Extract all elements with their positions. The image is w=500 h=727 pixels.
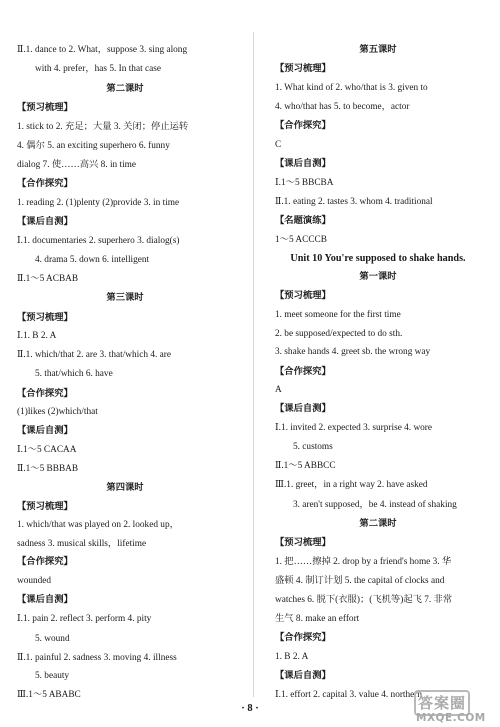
- answer-line: 生气 8. make an effort: [275, 614, 360, 624]
- answer-line: dialog 7. 使……高兴 8. in time: [17, 160, 137, 170]
- answer-line: 5. that/which 6. have: [35, 369, 113, 379]
- answer-line: Ⅰ.1. pain 2. reflect 3. perform 4. pity: [17, 614, 152, 624]
- answer-line: Ⅰ.1. documentaries 2. superhero 3. dialog(s): [17, 236, 180, 246]
- answer-line: Ⅰ.1～5 BBCBA: [275, 178, 334, 188]
- answer-line: 1. meet someone for the first time: [275, 310, 401, 320]
- answer-line: 2. be supposed/expected to do sth.: [275, 329, 403, 339]
- section-label: 【合作探究】: [17, 557, 73, 567]
- section-label: 【课后自测】: [275, 159, 331, 169]
- section-label: 【课后自测】: [17, 426, 73, 436]
- unit-heading: Unit 10 You're supposed to shake hands.: [290, 253, 466, 264]
- answer-line: 4. who/that has 5. to become，actor: [275, 102, 410, 112]
- section-label: 【合作探究】: [275, 367, 331, 377]
- answer-line: (1)likes (2)which/that: [17, 407, 98, 417]
- answer-line: A: [275, 385, 282, 395]
- answer-line: 3. aren't supposed，be 4. instead of shaking: [293, 500, 457, 510]
- answer-line: 5. customs: [293, 442, 333, 452]
- answer-line: 盛顿 4. 制订计划 5. the capital of clocks and: [275, 576, 445, 586]
- answer-line: 1～5 ACCCB: [275, 235, 327, 245]
- answer-line: 3. shake hands 4. greet sb. the wrong way: [275, 347, 431, 357]
- lesson-heading: 第一课时: [359, 272, 397, 282]
- answer-line: 1. reading 2. (1)plenty (2)provide 3. in time: [17, 198, 180, 208]
- page-number: · 8 ·: [241, 703, 259, 714]
- lesson-heading: 第二课时: [359, 519, 397, 529]
- answer-line: 1. which/that was played on 2. looked up，: [17, 520, 179, 530]
- watermark-text: 答案圈: [418, 694, 467, 712]
- lesson-heading: 第五课时: [359, 45, 397, 55]
- section-label: 【合作探究】: [275, 633, 331, 643]
- answer-line: with 4. prefer，has 5. In that case: [35, 64, 161, 74]
- section-label: 【预习梳理】: [275, 291, 331, 301]
- answer-line: Ⅱ.1～5 BBBAB: [17, 464, 79, 474]
- answer-line: Ⅱ.1. which/that 2. are 3. that/which 4. are: [17, 350, 171, 360]
- lesson-heading: 第三课时: [106, 293, 144, 303]
- section-label: 【预习梳理】: [17, 502, 73, 512]
- answer-line: C: [275, 140, 282, 150]
- column-divider: [253, 32, 254, 697]
- answer-line: 4. 偶尔 5. an exciting superhero 6. funny: [17, 141, 170, 151]
- answer-line: Ⅰ.1～5 CACAA: [17, 445, 77, 455]
- answer-line: 4. drama 5. down 6. intelligent: [35, 255, 150, 265]
- answer-line: Ⅱ.1. dance to 2. What，suppose 3. sing along: [17, 45, 188, 55]
- answer-line: 1. stick to 2. 充足；大量 3. 关闭；停止运转: [17, 122, 189, 132]
- section-label: 【预习梳理】: [17, 103, 73, 113]
- answer-line: Ⅰ.1. effort 2. capital 3. value 4. northern: [275, 690, 423, 700]
- answer-line: Ⅱ.1～5 ABBCC: [275, 461, 336, 471]
- answer-line: 1. B 2. A: [275, 652, 309, 662]
- answer-line: Ⅲ.1～5 ABABC: [17, 690, 81, 700]
- section-label: 【合作探究】: [17, 389, 73, 399]
- watermark-logo: [414, 690, 496, 724]
- section-label: 【预习梳理】: [275, 64, 331, 74]
- answer-line: 1. 把……擦掉 2. drop by a friend's home 3. 华: [275, 557, 452, 567]
- section-label: 【课后自测】: [17, 217, 73, 227]
- section-label: 【合作探究】: [17, 179, 73, 189]
- answer-line: Ⅰ.1. invited 2. expected 3. surprise 4. wore: [275, 423, 433, 433]
- section-label: 【合作探究】: [275, 121, 331, 131]
- answer-line: 5. wound: [35, 634, 70, 644]
- lesson-heading: 第四课时: [106, 483, 144, 493]
- answer-line: wounded: [17, 576, 52, 586]
- answer-line: 5. beauty: [35, 671, 70, 681]
- answer-line: 1. What kind of 2. who/that is 3. given to: [275, 83, 428, 93]
- section-label: 【名题演练】: [275, 216, 331, 226]
- answer-line: sadness 3. musical skills，lifetime: [17, 539, 147, 549]
- watermark-url: MXQE.COM: [416, 712, 486, 724]
- lesson-heading: 第二课时: [106, 84, 144, 94]
- section-label: 【预习梳理】: [275, 538, 331, 548]
- answer-line: Ⅱ.1～5 ACBAB: [17, 274, 79, 284]
- section-label: 【预习梳理】: [17, 313, 73, 323]
- section-label: 【课后自测】: [275, 671, 331, 681]
- answer-line: Ⅱ.1. eating 2. tastes 3. whom 4. traditional: [275, 197, 433, 207]
- answer-line: Ⅱ.1. painful 2. sadness 3. moving 4. illness: [17, 653, 177, 663]
- section-label: 【课后自测】: [275, 404, 331, 414]
- answer-line: watches 6. 脱下(衣服)；(飞机等)起飞 7. 非常: [275, 595, 453, 605]
- answer-line: Ⅰ.1. B 2. A: [17, 331, 57, 341]
- section-label: 【课后自测】: [17, 595, 73, 605]
- answer-line: Ⅲ.1. greet，in a right way 2. have asked: [275, 480, 428, 490]
